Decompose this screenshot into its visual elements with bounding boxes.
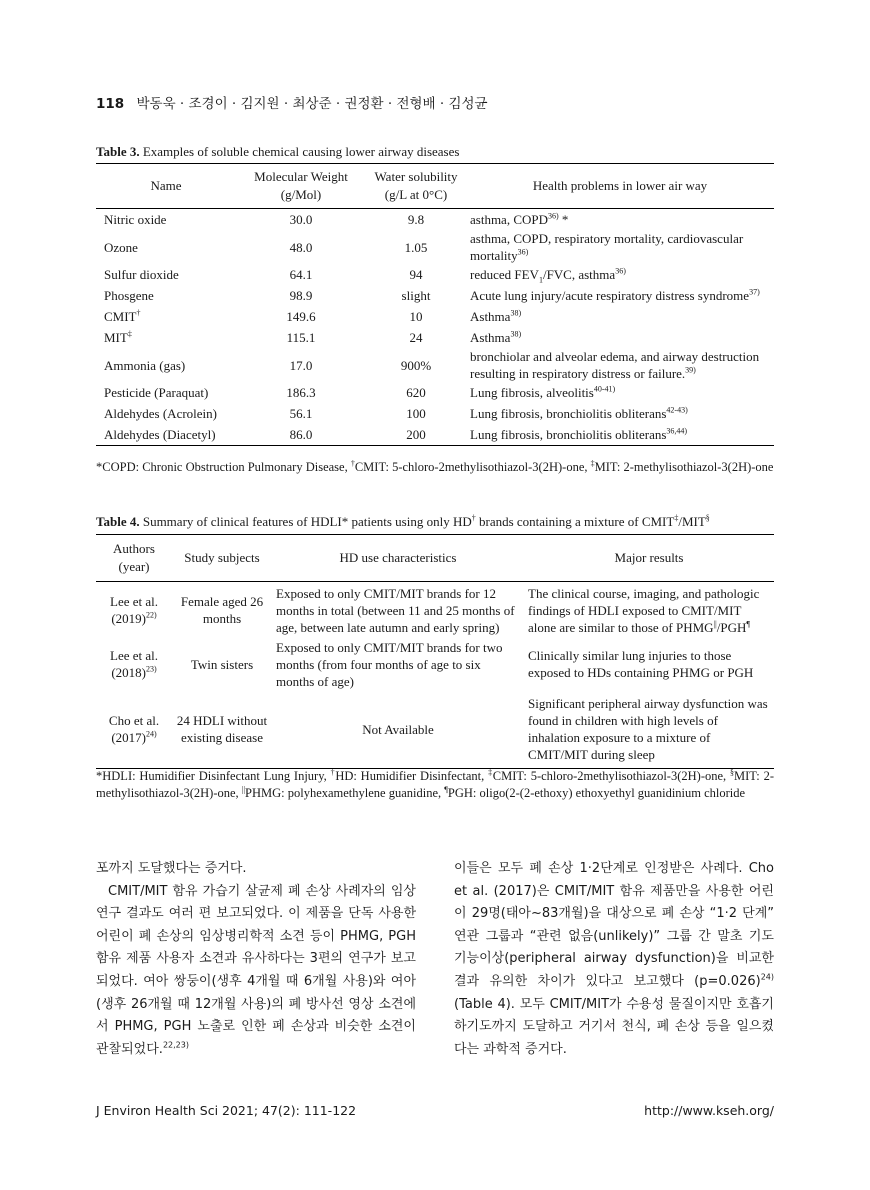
cell-ws: 100 bbox=[406, 406, 426, 421]
cell-name bbox=[96, 209, 236, 231]
running-head bbox=[96, 92, 488, 112]
cell-name bbox=[96, 403, 236, 424]
cell-health bbox=[466, 348, 774, 382]
table3-col-mw bbox=[236, 164, 366, 209]
health-text: Lung fibrosis, bronchiolitis obliterans bbox=[470, 427, 667, 442]
table3-col-name: Name bbox=[150, 178, 182, 193]
cell-ws: 1.05 bbox=[404, 239, 428, 255]
table4-title-sup2: ‡ bbox=[674, 513, 679, 523]
cell-author bbox=[96, 638, 172, 690]
health-ref: 40-41) bbox=[593, 384, 616, 394]
table-row bbox=[96, 285, 774, 306]
health-ref: 36) bbox=[517, 247, 529, 257]
authors-label: Authors bbox=[113, 541, 155, 556]
health-ref: 37) bbox=[749, 287, 760, 297]
ref-sup: 24) bbox=[146, 729, 157, 739]
results-sup1: || bbox=[713, 619, 717, 629]
cell-ws: 24 bbox=[409, 330, 423, 345]
cell-mw: 56.1 bbox=[289, 406, 313, 421]
health-sub: 1 bbox=[538, 275, 543, 285]
health-text: reduced FEV bbox=[470, 267, 539, 282]
results-text: Clinically similar lung injuries to those exposed to HDs containing PHMG or PGH bbox=[528, 648, 754, 680]
right-text-b: (Table 4). 모두 CMIT/MIT가 수용성 물질이지만 호흡기 하기도까지 도달하고 거기서 천식, 폐 손상 등을 일으켰다는 과학적 증거다. bbox=[454, 996, 774, 1057]
table4-title-sup1: † bbox=[471, 513, 476, 523]
name-text: MIT bbox=[104, 330, 128, 345]
table4-caption bbox=[96, 514, 710, 530]
health-text: Asthma bbox=[470, 330, 511, 345]
t4-foot-d: MIT: 2-methylisothiazol-3(2H)-one, bbox=[96, 769, 774, 800]
table3-title: Examples of soluble chemical causing lower airway diseases bbox=[142, 144, 460, 159]
cell-health bbox=[466, 424, 774, 446]
table3-header-row bbox=[96, 164, 774, 209]
name-text: Phosgene bbox=[104, 288, 154, 303]
cell-subjects: Female aged 26 months bbox=[180, 594, 264, 626]
health-text: asthma, COPD bbox=[470, 212, 548, 227]
cell-hd: Not Available bbox=[362, 721, 434, 737]
cell-mw: 98.9 bbox=[289, 288, 313, 303]
health-mid: /FVC, asthma bbox=[542, 267, 616, 282]
ref-sup: 23) bbox=[146, 664, 157, 674]
cell-subjects: 24 HDLI without existing disease bbox=[176, 713, 268, 745]
table4-col-results: Major results bbox=[614, 550, 684, 565]
cell-mw: 149.6 bbox=[286, 309, 316, 324]
health-ref: 36) bbox=[615, 266, 626, 276]
health-text: bronchiolar and alveolar edema, and airway destruction resulting in respiratory distress or failure. bbox=[470, 349, 760, 381]
cell-name bbox=[96, 424, 236, 446]
health-text: asthma, COPD, respiratory mortality, cardiovascular mortality bbox=[470, 231, 744, 263]
left-p2-sup: 22,23) bbox=[162, 1040, 189, 1050]
t3-foot-ddagger: ‡ bbox=[590, 458, 595, 468]
health-text: Lung fibrosis, alveolitis bbox=[470, 385, 594, 400]
table3-caption bbox=[96, 144, 459, 160]
table4 bbox=[96, 534, 774, 769]
health-ref: 38) bbox=[510, 329, 522, 339]
year-text: (2018) bbox=[111, 665, 146, 680]
page-number: 118 bbox=[96, 96, 125, 112]
ws-unit: (g/L at 0°C) bbox=[384, 187, 448, 202]
cell-name bbox=[96, 306, 236, 327]
author-list: 박동욱 · 조경이 · 김지원 · 최상준 · 권정환 · 전형배 · 김성균 bbox=[136, 96, 488, 112]
author-text: Lee et al. bbox=[110, 594, 158, 609]
name-text: Nitric oxide bbox=[104, 212, 167, 227]
cell-name bbox=[96, 382, 236, 403]
table-row bbox=[96, 348, 774, 382]
table3 bbox=[96, 163, 774, 446]
cell-subjects: Twin sisters bbox=[190, 656, 254, 672]
table-row bbox=[96, 230, 774, 264]
cell-ws: slight bbox=[401, 288, 431, 303]
year-text: (2019) bbox=[111, 611, 146, 626]
cell-hd: Exposed to only CMIT/MIT brands for two months (from four months of age to six months of age) bbox=[276, 639, 503, 689]
t4-foot-b: HD: Humidifier Disinfectant, bbox=[335, 769, 489, 783]
health-text: Asthma bbox=[470, 309, 511, 324]
cell-mw: 17.0 bbox=[289, 357, 313, 373]
table4-title-sup3: § bbox=[705, 513, 710, 523]
name-text: Pesticide (Paraquat) bbox=[104, 385, 209, 400]
t4-foot-a: *HDLI: Humidifier Disinfectant Lung Injury, bbox=[96, 769, 331, 783]
results-text: Significant peripheral airway dysfunction was found in children with high levels of inhalation exposure to a mixture of CMIT/MIT during sleep bbox=[528, 696, 768, 762]
table4-label: Table 4. bbox=[96, 514, 140, 529]
cell-health bbox=[466, 209, 774, 231]
t4-foot-s4: || bbox=[241, 784, 245, 794]
name-sup: † bbox=[136, 308, 141, 318]
cell-results bbox=[524, 638, 774, 690]
right-paragraph bbox=[454, 858, 774, 1061]
cell-health bbox=[466, 264, 774, 285]
table4-title-a: Summary of clinical features of HDLI* patients using only HD bbox=[142, 514, 472, 529]
name-text: Ammonia (gas) bbox=[104, 357, 186, 373]
cell-ws: 200 bbox=[406, 427, 426, 442]
cell-mw: 115.1 bbox=[286, 330, 316, 345]
body-right-column bbox=[454, 858, 774, 1061]
right-text-a: 이들은 모두 폐 손상 1·2단계로 인정받은 사례다. Cho et al. (2017)은 CMIT/MIT 함유 제품만을 사용한 어린이 29명(태아~83개월)을 대상으로 폐 손상 “1·2 단계” 연관 그룹과 “관련 없음(unlikely)” 그룹 간 말초 기도 기능이상(peripheral airway dysfunction)을 비교한 결과 유의한 차이가 있다고 보고했다 (p=0.026) bbox=[454, 861, 774, 989]
results-sup2: ¶ bbox=[746, 619, 751, 629]
cell-results bbox=[524, 582, 774, 639]
health-ref: 36,44) bbox=[666, 426, 688, 436]
t4-foot-s2: ‡ bbox=[488, 767, 493, 777]
cell-results bbox=[524, 690, 774, 769]
journal-info: J Environ Health Sci 2021; 47(2): 111-122 bbox=[96, 1103, 357, 1118]
cell-mw: 48.0 bbox=[289, 239, 313, 255]
table4-header-row bbox=[96, 535, 774, 582]
cell-mw: 86.0 bbox=[289, 427, 313, 442]
table-row bbox=[96, 403, 774, 424]
year-text: (2017) bbox=[111, 730, 146, 745]
mw-unit: (g/Mol) bbox=[280, 187, 322, 202]
cell-mw: 64.1 bbox=[289, 267, 313, 282]
table3-col-ws bbox=[366, 164, 466, 209]
table-row bbox=[96, 690, 774, 769]
table-row bbox=[96, 327, 774, 348]
cell-author bbox=[96, 690, 172, 769]
results-text: The clinical course, imaging, and pathologic findings of HDLI exposed to CMIT/MIT alone are similar to those of PHMG bbox=[528, 585, 760, 635]
t4-foot-s3: § bbox=[729, 767, 734, 777]
cell-health bbox=[466, 230, 774, 264]
table4-col-authors bbox=[96, 535, 172, 582]
cell-author bbox=[96, 582, 172, 639]
table-row bbox=[96, 306, 774, 327]
table-row bbox=[96, 638, 774, 690]
year-label: (year) bbox=[118, 559, 150, 574]
cell-ws: 10 bbox=[409, 309, 423, 324]
table4-col-subjects: Study subjects bbox=[184, 550, 260, 565]
table3-footnote bbox=[96, 459, 774, 476]
cell-hd: Exposed to only CMIT/MIT brands for 12 months in total (between 11 and 25 months of age, between late autumn and early spring) bbox=[276, 585, 515, 635]
body-left-column bbox=[96, 858, 416, 1061]
table4-col-hd: HD use characteristics bbox=[339, 550, 457, 565]
table-row bbox=[96, 209, 774, 231]
t3-foot-b: CMIT: 5-chloro-2methylisothiazol-3(2H)-one, bbox=[354, 460, 591, 474]
t4-foot-s5: ¶ bbox=[444, 784, 448, 794]
results-text-b: /PGH bbox=[716, 619, 747, 635]
left-paragraph-2 bbox=[96, 881, 416, 1062]
health-suffix: * bbox=[558, 212, 569, 227]
t4-foot-c: CMIT: 5-chloro-2methylisothiazol-3(2H)-one, bbox=[492, 769, 730, 783]
cell-ws: 620 bbox=[406, 385, 426, 400]
t4-foot-f: PGH: oligo(2-(2-ethoxy) ethoxyethyl guanidinium chloride bbox=[447, 786, 746, 800]
health-ref: 38) bbox=[510, 308, 522, 318]
cell-mw: 30.0 bbox=[289, 212, 313, 227]
cell-health bbox=[466, 306, 774, 327]
ref-sup: 22) bbox=[146, 610, 157, 620]
cell-ws: 9.8 bbox=[407, 212, 425, 227]
right-sup: 24) bbox=[760, 972, 774, 982]
table3-label: Table 3. bbox=[96, 144, 140, 159]
cell-health bbox=[466, 382, 774, 403]
cell-ws: 94 bbox=[409, 267, 423, 282]
cell-health bbox=[466, 327, 774, 348]
name-text: Aldehydes (Diacetyl) bbox=[104, 427, 216, 442]
cell-health bbox=[466, 403, 774, 424]
health-text: Lung fibrosis, bronchiolitis obliterans bbox=[470, 406, 667, 421]
t4-foot-s1: † bbox=[330, 767, 336, 777]
journal-url[interactable]: http://www.kseh.org/ bbox=[644, 1103, 774, 1118]
table-row bbox=[96, 264, 774, 285]
name-text: Sulfur dioxide bbox=[104, 267, 179, 282]
table-row bbox=[96, 382, 774, 403]
table3-col-health: Health problems in lower air way bbox=[532, 178, 708, 193]
table4-footnote bbox=[96, 768, 774, 802]
table-row bbox=[96, 424, 774, 446]
cell-health bbox=[466, 285, 774, 306]
author-text: Cho et al. bbox=[108, 713, 160, 728]
mw-label: Molecular Weight bbox=[254, 169, 348, 184]
author-text: Lee et al. bbox=[110, 648, 158, 663]
table-row bbox=[96, 582, 774, 639]
ws-label: Water solubility bbox=[374, 169, 458, 184]
left-p2-text: CMIT/MIT 함유 가습기 살균제 폐 손상 사례자의 임상 연구 결과도 여러 편 보고되었다. 이 제품을 단독 사용한 어린이 폐 손상의 임상병리학적 소견 등이 PHMG, PGH 함유 제품 사용자 소견과 유사하다는 3편의 연구가 보고되었다. 여아 쌍둥이(생후 4개월 때 6개월 사용)와 여아(생후 26개월 때 12개월 사용)의 폐 방사선 영상 소견에서 PHMG, PGH 노출로 인한 폐 손상과 비슷한 소견이 관찰되었다. bbox=[96, 883, 416, 1057]
cell-name bbox=[96, 285, 236, 306]
cell-name bbox=[96, 327, 236, 348]
left-paragraph-1: 포까지 도달했다는 증거다. bbox=[96, 861, 247, 876]
cell-name bbox=[96, 348, 236, 382]
t4-foot-e: PHMG: polyhexamethylene guanidine, bbox=[245, 786, 445, 800]
table4-title-b: brands containing a mixture of CMIT bbox=[475, 514, 675, 529]
health-text: Acute lung injury/acute respiratory distress syndrome bbox=[470, 288, 750, 303]
name-text: Ozone bbox=[104, 239, 138, 255]
health-ref: 36) bbox=[548, 211, 559, 221]
name-sup: ‡ bbox=[127, 329, 132, 339]
cell-name bbox=[96, 230, 236, 264]
t3-foot-c: MIT: 2-methylisothiazol-3(2H)-one bbox=[594, 460, 774, 474]
health-ref: 42-43) bbox=[666, 405, 688, 415]
t3-foot-a: *COPD: Chronic Obstruction Pulmonary Disease, bbox=[96, 460, 351, 474]
cell-ws: 900% bbox=[400, 357, 432, 373]
table4-title-c: /MIT bbox=[678, 514, 706, 529]
cell-mw: 186.3 bbox=[286, 385, 316, 400]
t3-foot-dagger: † bbox=[350, 458, 355, 468]
health-ref: 39) bbox=[685, 365, 696, 375]
cell-name bbox=[96, 264, 236, 285]
name-text: Aldehydes (Acrolein) bbox=[104, 406, 217, 421]
name-text: CMIT bbox=[104, 309, 137, 324]
